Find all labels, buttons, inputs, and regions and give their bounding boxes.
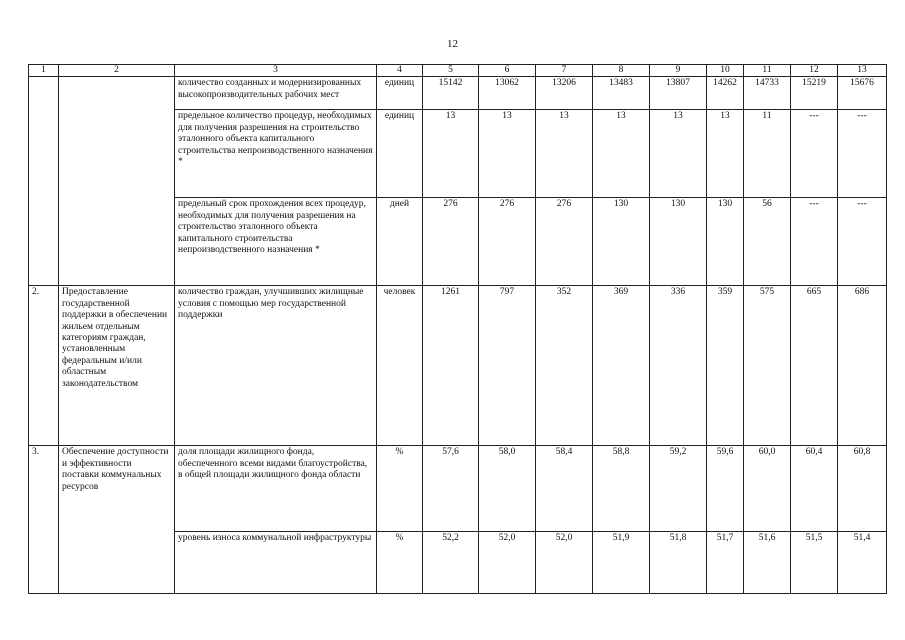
value-cell: 60,4 (791, 446, 838, 532)
value-cell: --- (838, 198, 887, 286)
value-cell: 276 (423, 198, 479, 286)
value-cell: 52,2 (423, 532, 479, 594)
row-number-cell: 2. (29, 286, 59, 446)
value-cell: 359 (707, 286, 744, 446)
indicator-cell: уровень износа коммунальной инфраструктуры (175, 532, 377, 594)
column-header: 1 (29, 65, 59, 77)
column-header: 6 (479, 65, 536, 77)
column-header: 8 (593, 65, 650, 77)
value-cell: 797 (479, 286, 536, 446)
value-cell: 51,6 (744, 532, 791, 594)
value-cell: --- (838, 110, 887, 198)
value-cell: 58,0 (479, 446, 536, 532)
value-cell: 13062 (479, 77, 536, 110)
measure-cell (59, 77, 175, 286)
table-row (29, 446, 887, 532)
indicator-cell: доля площади жилищного фонда, обеспеченного всеми видами благоустройства, в общей площади жилищного фонда области (175, 446, 377, 532)
value-cell: 686 (838, 286, 887, 446)
value-cell: 51,9 (593, 532, 650, 594)
indicator-cell: количество граждан, улучшивших жилищные условия с помощью мер государственной поддержки (175, 286, 377, 446)
value-cell: 52,0 (479, 532, 536, 594)
value-cell: 57,6 (423, 446, 479, 532)
value-cell: 13 (593, 110, 650, 198)
measure-cell: Обеспечение доступности и эффективности поставки коммунальных ресурсов (59, 446, 175, 594)
unit-cell: % (377, 446, 423, 532)
value-cell: 59,2 (650, 446, 707, 532)
unit-cell: единиц (377, 77, 423, 110)
value-cell: 56 (744, 198, 791, 286)
column-header: 2 (59, 65, 175, 77)
value-cell: 276 (479, 198, 536, 286)
column-header: 4 (377, 65, 423, 77)
value-cell: 58,8 (593, 446, 650, 532)
value-cell: 13 (423, 110, 479, 198)
value-cell: 575 (744, 286, 791, 446)
value-cell: 13 (650, 110, 707, 198)
value-cell: 15676 (838, 77, 887, 110)
column-number-row (29, 65, 887, 77)
table-row (29, 77, 887, 110)
column-header: 12 (791, 65, 838, 77)
value-cell: 11 (744, 110, 791, 198)
value-cell: 60,0 (744, 446, 791, 532)
value-cell: 369 (593, 286, 650, 446)
value-cell: 352 (536, 286, 593, 446)
value-cell: 51,8 (650, 532, 707, 594)
value-cell: 13 (707, 110, 744, 198)
value-cell: 13206 (536, 77, 593, 110)
column-header: 13 (838, 65, 887, 77)
unit-cell: единиц (377, 110, 423, 198)
row-number-cell (29, 77, 59, 286)
row-number-cell: 3. (29, 446, 59, 594)
column-header: 10 (707, 65, 744, 77)
value-cell: --- (791, 198, 838, 286)
unit-cell: человек (377, 286, 423, 446)
column-header: 9 (650, 65, 707, 77)
value-cell: 336 (650, 286, 707, 446)
value-cell: 276 (536, 198, 593, 286)
unit-cell: % (377, 532, 423, 594)
column-header: 7 (536, 65, 593, 77)
value-cell: 58,4 (536, 446, 593, 532)
value-cell: 130 (707, 198, 744, 286)
indicator-cell: предельное количество процедур, необходимых для получения разрешения на строительство эталонного объекта капитального строительства непроизводственного назначения * (175, 110, 377, 198)
value-cell: 51,5 (791, 532, 838, 594)
value-cell: 15219 (791, 77, 838, 110)
page-number: 12 (447, 38, 458, 50)
value-cell: 52,0 (536, 532, 593, 594)
indicator-cell: количество созданных и модернизированных высокопроизводительных рабочих мест (175, 77, 377, 110)
value-cell: 13807 (650, 77, 707, 110)
table-row (29, 286, 887, 446)
value-cell: 13 (479, 110, 536, 198)
value-cell: 59,6 (707, 446, 744, 532)
indicators-table (28, 64, 887, 594)
column-header: 3 (175, 65, 377, 77)
value-cell: 13 (536, 110, 593, 198)
value-cell: --- (791, 110, 838, 198)
column-header: 5 (423, 65, 479, 77)
value-cell: 15142 (423, 77, 479, 110)
measure-cell: Предоставление государственной поддержки в обеспечении жильем отдельным категориям граждан, установленным федеральным и/или областным законодательством (59, 286, 175, 446)
unit-cell: дней (377, 198, 423, 286)
column-header: 11 (744, 65, 791, 77)
value-cell: 14262 (707, 77, 744, 110)
value-cell: 14733 (744, 77, 791, 110)
value-cell: 130 (650, 198, 707, 286)
value-cell: 51,4 (838, 532, 887, 594)
value-cell: 13483 (593, 77, 650, 110)
value-cell: 665 (791, 286, 838, 446)
value-cell: 60,8 (838, 446, 887, 532)
indicator-cell: предельный срок прохождения всех процедур, необходимых для получения разрешения на строительство эталонного объекта капитального строительства непроизводственного назначения * (175, 198, 377, 286)
value-cell: 130 (593, 198, 650, 286)
value-cell: 51,7 (707, 532, 744, 594)
value-cell: 1261 (423, 286, 479, 446)
